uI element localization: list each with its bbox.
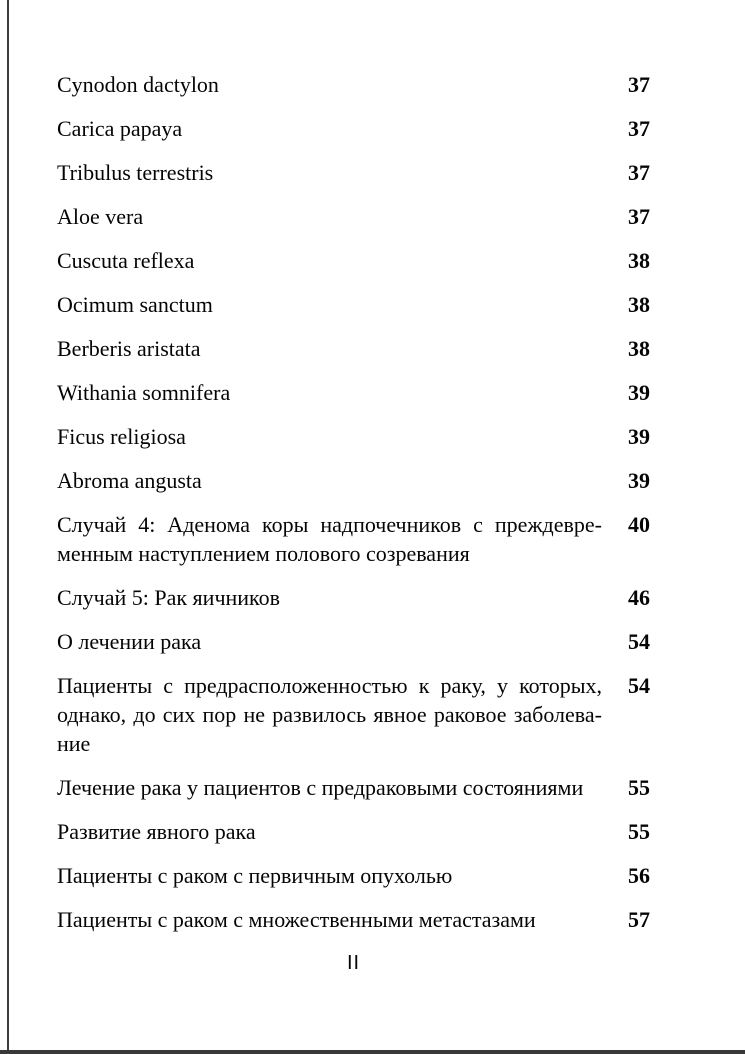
- toc-entry: [57, 583, 650, 612]
- toc-entry-line: Abroma angusta: [57, 468, 202, 493]
- toc-entry-line: Withania somnifera: [57, 380, 231, 405]
- toc-entry: [57, 114, 650, 143]
- toc-entry: [57, 905, 650, 934]
- toc-entry-page: 56: [628, 863, 650, 888]
- toc-entry-page: 46: [628, 585, 650, 610]
- toc-entry-page: 37: [628, 72, 650, 97]
- toc-entry-line: Cuscuta reflexa: [57, 248, 195, 273]
- toc-entry-title: [57, 70, 602, 99]
- toc-entry-page: 55: [628, 819, 650, 844]
- toc-entry-line: Carica papaya: [57, 116, 183, 141]
- toc-entry-title: [57, 627, 602, 656]
- toc-entry: [57, 158, 650, 187]
- toc-entry-title: [57, 246, 602, 275]
- toc-entry-page: 39: [628, 380, 650, 405]
- toc-entry-line: Пациенты с предрасположенностью к раку, у которых,: [57, 673, 602, 698]
- toc-entry-title: [57, 905, 602, 934]
- toc-entry-line: О лечении рака: [57, 629, 202, 654]
- toc-entry-line: Tribulus terrestris: [57, 160, 214, 185]
- toc-entry-page: 39: [628, 468, 650, 493]
- toc-entry-line: Случай 5: Рак яичников: [57, 585, 281, 610]
- toc-entry-line: Случай 4: Аденома коры надпочечников с преждевре-: [57, 512, 602, 537]
- toc-entry-line: Ocimum sanctum: [57, 292, 213, 317]
- toc-entry-line: однако, до сих пор не развилось явное раковое заболева-: [57, 702, 602, 727]
- toc-entry-page: 37: [628, 204, 650, 229]
- toc-entry-page: 37: [628, 160, 650, 185]
- toc-entry: [57, 466, 650, 495]
- toc-entry-page: 57: [628, 907, 650, 932]
- toc-entry: [57, 202, 650, 231]
- toc-entry-line: ние: [57, 731, 91, 756]
- toc-entry: [57, 422, 650, 451]
- toc-entry: [57, 378, 650, 407]
- toc-entry-page: 40: [628, 512, 650, 537]
- toc-content: [57, 70, 650, 978]
- toc-entry-title: [57, 861, 602, 890]
- toc-entry: [57, 773, 650, 802]
- toc-entry: [57, 671, 650, 758]
- toc-entry-page: 39: [628, 424, 650, 449]
- toc-entry-line: Лечение рака у пациентов с предраковыми состояниями: [57, 775, 584, 800]
- toc-entry-title: [57, 114, 602, 143]
- toc-entry-page: 54: [628, 673, 650, 698]
- toc-entry-line: Пациенты с раком с множественными метастазами: [57, 907, 536, 932]
- toc-entry: [57, 246, 650, 275]
- toc-entry-page: 38: [628, 292, 650, 317]
- page-bottom-border: [0, 1050, 745, 1054]
- toc-entry-title: [57, 334, 602, 363]
- toc-entry: [57, 817, 650, 846]
- toc-entry-page: 38: [628, 336, 650, 361]
- toc-entry-title: [57, 158, 602, 187]
- toc-entry-line: менным наступлением полового созревания: [57, 541, 470, 566]
- toc-entry-page: 37: [628, 116, 650, 141]
- toc-entry-page: 38: [628, 248, 650, 273]
- toc-entry-title: [57, 817, 602, 846]
- footer-page-number: II: [346, 952, 361, 974]
- toc-entry-title: [57, 202, 602, 231]
- toc-entry-line: Пациенты с раком с первичным опухолью: [57, 863, 453, 888]
- toc-entry: [57, 510, 650, 568]
- toc-entry: [57, 627, 650, 656]
- toc-entry-line: Ficus religiosa: [57, 424, 186, 449]
- toc-entry-title: [57, 510, 602, 568]
- toc-entry-title: [57, 422, 602, 451]
- toc-entry-line: Cynodon dactylon: [57, 72, 219, 97]
- toc-entry-title: [57, 378, 602, 407]
- toc-entry-title: [57, 290, 602, 319]
- toc-entry: [57, 70, 650, 99]
- toc-entry: [57, 861, 650, 890]
- toc-entry-title: [57, 466, 602, 495]
- toc-entry-line: Berberis aristata: [57, 336, 201, 361]
- toc-entry-page: 55: [628, 775, 650, 800]
- toc-entry-title: [57, 583, 602, 612]
- toc-entry: [57, 334, 650, 363]
- toc-entry-page: 54: [628, 629, 650, 654]
- page-left-border: [7, 0, 9, 1054]
- toc-entry-line: Aloe vera: [57, 204, 144, 229]
- toc-entry-line: Развитие явного рака: [57, 819, 256, 844]
- toc-entry-title: [57, 773, 602, 802]
- toc-entry-title: [57, 671, 602, 758]
- toc-list: [57, 70, 650, 934]
- toc-entry: [57, 290, 650, 319]
